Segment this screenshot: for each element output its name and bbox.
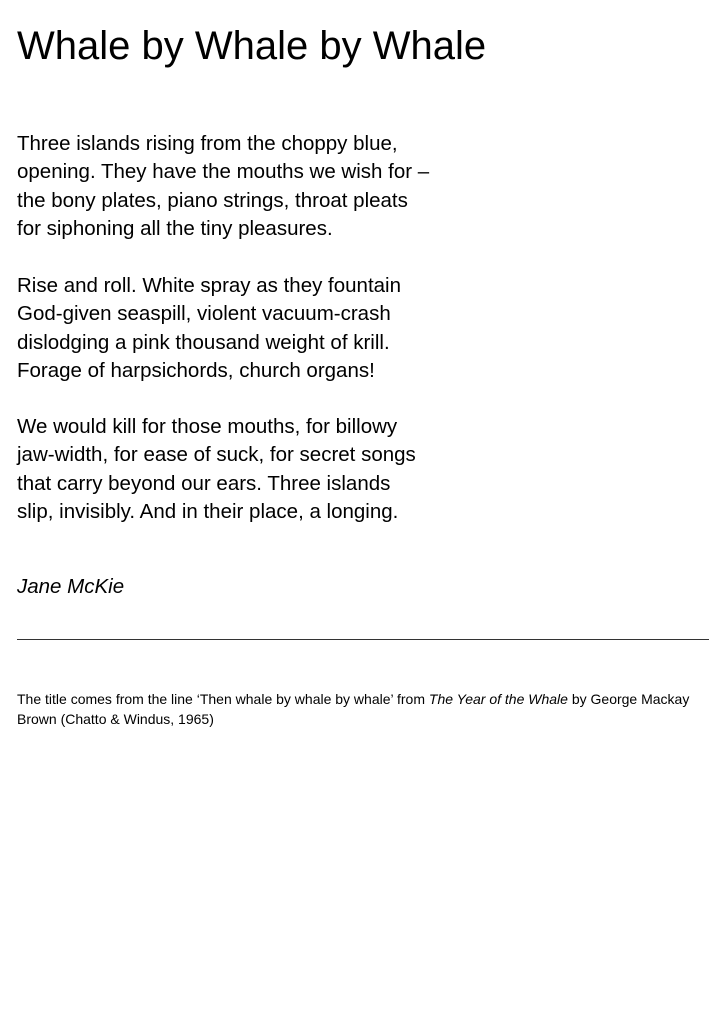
stanza-3 — [17, 413, 416, 526]
poem-line: Rise and roll. White spray as they fountain — [17, 274, 401, 297]
poem-line: the bony plates, piano strings, throat pleats — [17, 188, 408, 212]
poem-line: for siphoning all the tiny pleasures. — [17, 216, 333, 240]
poem-line: that carry beyond our ears. Three islands — [17, 471, 391, 495]
footnote — [17, 689, 707, 729]
footnote-text-after: by George Mackay Brown (Chatto & Windus, 1965) — [17, 691, 690, 727]
poem-author: Jane McKie — [17, 575, 125, 598]
poem-line: jaw-width, for ease of suck, for secret songs — [17, 443, 416, 467]
poem-line: We would kill for those mouths, for billowy — [17, 415, 398, 438]
footnote-book-title: The Year of the Whale — [428, 691, 568, 707]
divider — [17, 639, 709, 640]
stanza-1 — [17, 130, 429, 243]
stanza-2 — [17, 272, 401, 385]
poem-line: Three islands rising from the choppy blue, — [17, 132, 398, 155]
poem-title: Whale by Whale by Whale — [17, 24, 487, 68]
footnote-text-before: The title comes from the line ‘Then whale by whale by whale’ from — [17, 691, 429, 707]
poem-line: God-given seaspill, violent vacuum-crash — [17, 302, 391, 326]
poem-line: Forage of harpsichords, church organs! — [17, 358, 375, 382]
poem-line: slip, invisibly. And in their place, a longing. — [17, 499, 399, 523]
poem-line: dislodging a pink thousand weight of krill. — [17, 330, 390, 354]
poem-line: opening. They have the mouths we wish for – — [17, 160, 430, 184]
